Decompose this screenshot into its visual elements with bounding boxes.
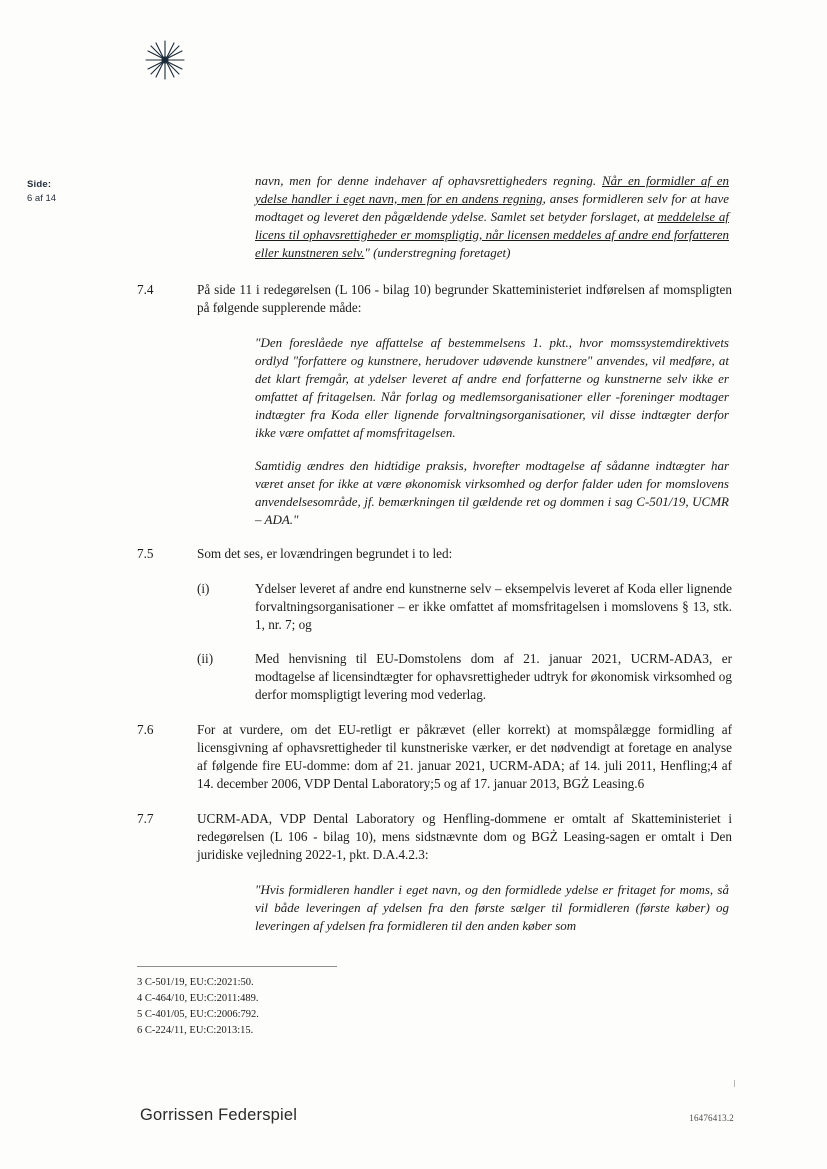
side-note-label: Side:: [27, 179, 52, 190]
paragraph-text: På side 11 i redegørelsen (L 106 - bilag 10) begrunder Skatteministeriet indførelsen af momspligten på følgende supplerende måde:: [197, 281, 732, 315]
quote-block-c: "Hvis formidleren handler i eget navn, og den formidlede ydelse er fritaget for moms, så vil både leveringen af ydelsen fra den første sælger til formidleren (første køber) og leveringen af ydelsen fra formidleren til den anden køber som: [255, 882, 729, 934]
footnote-list: [137, 975, 557, 1039]
footnote-item: 3 C-501/19, EU:C:2021:50.: [137, 977, 254, 988]
paragraph-7-4: [137, 281, 732, 317]
footer-document-code: 16476413.2: [689, 1113, 734, 1123]
continuation-plain-start: navn, men for denne indehaver af ophavsrettigheders regning.: [255, 173, 602, 188]
side-note-value: 6 af 14: [27, 192, 57, 204]
page-edge-tick: [734, 1080, 735, 1087]
list-item-marker: (i): [197, 581, 210, 597]
footnote-item: 4 C-464/10, EU:C:2011:489.: [137, 992, 259, 1004]
paragraph-number: 7.6: [137, 721, 154, 737]
page-side-note: [27, 178, 122, 206]
continuation-quote: [255, 172, 729, 262]
list-item-marker: (ii): [197, 650, 214, 666]
list-item-text: Med henvisning til EU-Domstolens dom af 21. januar 2021, UCRM-ADA3, er modtagelse af licensindtægter for ophavsrettigheder udtryk for økonomisk virksomhed og derfor momspligtigt levering mod vederlag.: [255, 650, 732, 702]
footnote-item: 5 C-401/05, EU:C:2006:792.: [137, 1008, 259, 1020]
continuation-underlined-1: Når en formidler af en ydelse handler i eget navn, men for en andens regning: [255, 173, 729, 206]
list-item: [197, 580, 732, 634]
quote-block-b: Samtidig ændres den hidtidige praksis, hvorefter modtagelse af sådanne indtægter har været anset for ikke at være økonomisk virksomhed og derfor falder uden for momslovens anvendelsesområde, jf. bemærkningen til gældende ret og dommen i sag C-501/19, UCMR – ADA.": [255, 458, 729, 528]
paragraph-text: UCRM-ADA, VDP Dental Laboratory og Henfling-dommene er omtalt af Skatteministeriet i redegørelsen (L 106 - bilag 10), mens sidstnævnte dom og BGŻ Leasing-sagen er omtalt i Den juridiske vejledning 2022-1, pkt. D.A.4.2.3:: [197, 811, 732, 863]
list-item-text: Ydelser leveret af andre end kunstnerne selv – eksempelvis leveret af Koda eller lignende forvaltningsorganisationer – er ikke omfattet af momsfritagelsen i momslovens § 13, stk. 1, nr. 7; og: [255, 581, 732, 633]
paragraph-number: 7.7: [137, 811, 154, 827]
paragraph-7-5: [137, 545, 732, 563]
paragraph-7-7: [137, 810, 732, 864]
footer-brand: Gorrissen Federspiel: [140, 1106, 298, 1124]
quote-block-a: "Den foreslåede nye affattelse af bestemmelsens 1. pkt., hvor momssystemdirektivets ordlyd "forfattere og kunstnere, herudover udøvende kunstnere" anvendes, vil medføre, at det klart fremgår, at ydelser leveret af andre end forfatterne og kunstnerne selv ikke er omfattet af fritagelsen. Når forlag og medlemsorganisationer eller -foreninger modtager indtægter fra Koda eller lignende forvaltningsorganisationer, vil disse indtægter derfor ikke være omfattet af momsfritagelsen.: [255, 334, 729, 440]
paragraph-number: 7.4: [137, 281, 154, 297]
document-body: [137, 172, 732, 948]
footnote-divider: [137, 966, 337, 967]
continuation-end: " (understregning foretaget): [364, 244, 511, 260]
paragraph-text: Som det ses, er lovændringen begrundet i to led:: [197, 546, 453, 562]
paragraph-number: 7.5: [137, 546, 154, 562]
footnote-item: 6 C-224/11, EU:C:2013:15.: [137, 1024, 254, 1036]
roman-list: [197, 580, 732, 703]
starburst-logo-icon: [143, 38, 187, 82]
list-item: [197, 650, 732, 704]
paragraph-text: For at vurdere, om det EU-retligt er påkrævet (eller korrekt) at momspålægge formidling af licensgivning af ophavsrettigheder til kunstneriske værker, er det nødvendigt at foretage en analyse af følgende fire EU-domme: dom af 21. januar 2021, UCRM-ADA; af 14. juli 2011, Henfling;4 af 14. december 2006, VDP Dental Laboratory;5 og af 17. januar 2013, BGŻ Leasing.6: [197, 721, 732, 791]
continuation-underlined-2: meddelelse af licens til ophavsrettigheder er momspligtig, når licensen meddeles af andre end forfatteren eller kunstneren selv.: [255, 208, 729, 260]
continuation-middle: , anses formidleren selv for at have modtaget og leveret den pågældende ydelse. Samlet set betyder forslaget, at: [255, 190, 729, 224]
paragraph-7-6: [137, 721, 732, 793]
